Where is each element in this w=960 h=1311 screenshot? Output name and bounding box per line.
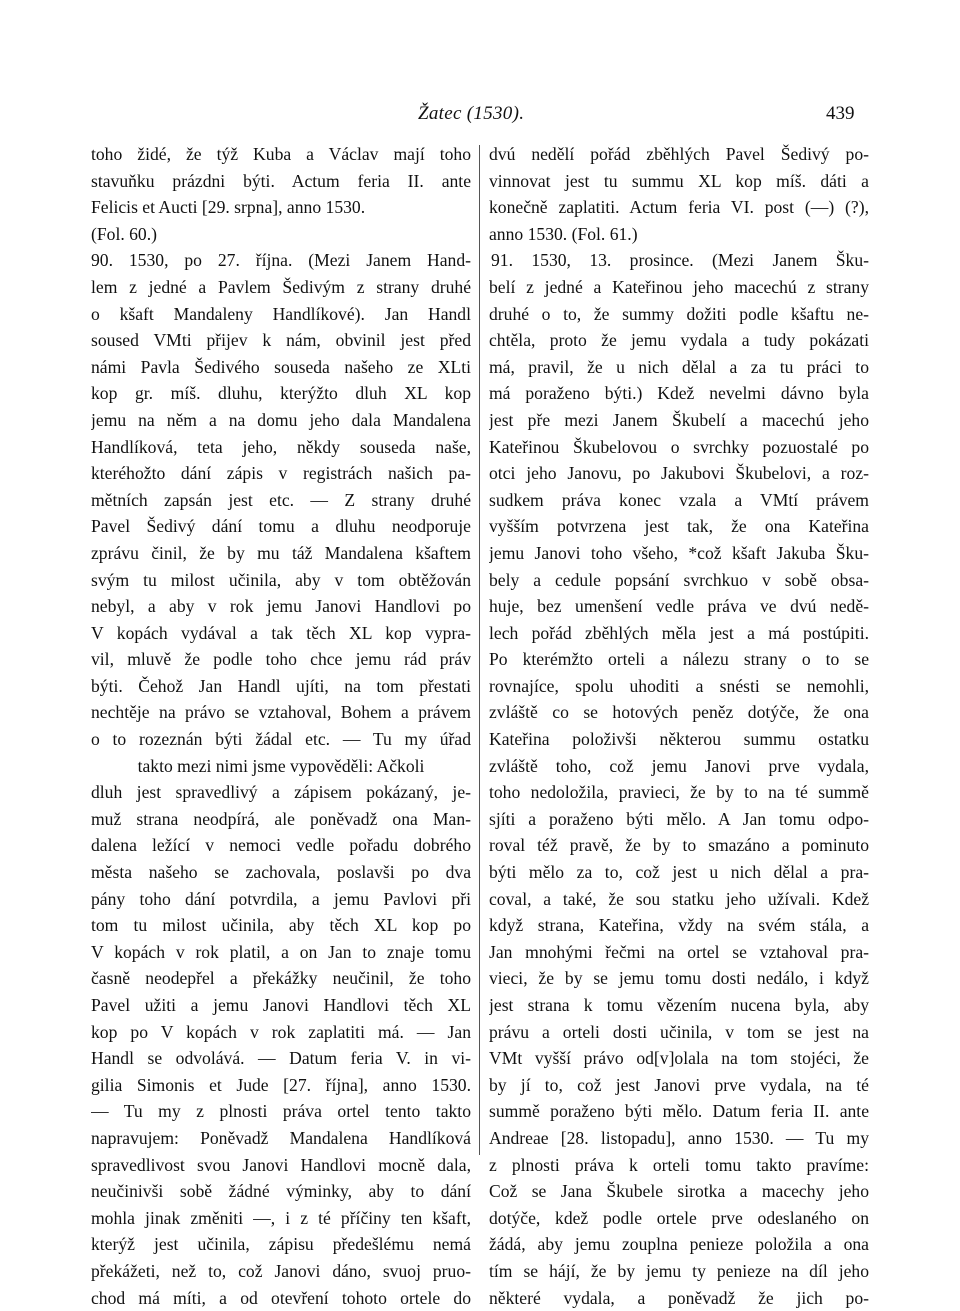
text-line: V kopách vydával a tak těch XL kop vypra- bbox=[91, 622, 471, 643]
text-line: dalena ležící v nemoci vedle pořadu dobrého bbox=[91, 835, 471, 856]
text-line: býti mělo za to, což jest u nich dělal a pra- bbox=[489, 862, 869, 883]
text-line: o to rozeznán býti žádal etc. — Tu my úřad bbox=[91, 729, 471, 750]
text-line: Což se Jana Škubele sirotka a macechy jeho bbox=[489, 1181, 869, 1202]
text-line: zprávu činil, že by mu táž Mandalena kšaftem bbox=[91, 542, 471, 563]
text-line: 90. 1530, po 27. října. (Mezi Janem Hand- bbox=[91, 250, 471, 271]
text-line: rovnajíce, spolu uhoditi a snésti se nemohli, bbox=[489, 675, 869, 696]
text-line: toho nedoložila, pravieci, že by to na té summě bbox=[489, 782, 869, 803]
text-line: jemu na něm a na domu jeho dala Mandalena bbox=[91, 409, 471, 430]
text-line: tím se hájí, že by jemu ty penieze na díl jeho bbox=[489, 1260, 869, 1281]
text-line: summě poraženo býti mělo. Datum feria II. ante bbox=[489, 1101, 869, 1122]
text-line: Kateřinou Škubelovou o svrchky pozuostalé po bbox=[489, 436, 869, 457]
text-line: když strana, Kateřina, vždy na svém stála, a bbox=[489, 915, 869, 936]
text-line: stavuňku prázdni býti. Actum feria II. ante bbox=[91, 170, 471, 191]
text-line: Felicis et Aucti [29. srpna], anno 1530. bbox=[91, 197, 366, 218]
left-column bbox=[91, 141, 471, 1311]
text-line: druhé o to, že summy dožiti podle kšaftu ne- bbox=[489, 303, 869, 324]
column-divider bbox=[479, 145, 480, 1155]
text-line: vyšším potvrzena jest tak, že ona Kateřina bbox=[489, 516, 869, 537]
text-line: Pavel užiti a jemu Janovi Handlovi těch XL bbox=[91, 995, 471, 1015]
text-line: soused VMti přijev k nám, obvinil jest před bbox=[91, 330, 471, 351]
text-line: spravedlivost svou Janovi Handlovi mocně dala, bbox=[91, 1154, 471, 1175]
text-line: nebyl, a aby v rok jemu Janovi Handlovi po bbox=[91, 596, 471, 617]
page-number: 439 bbox=[826, 103, 855, 124]
text-line: (Fol. 60.) bbox=[91, 223, 157, 244]
right-column bbox=[489, 141, 869, 1311]
text-line: gilia Simonis et Jude [27. října], anno 1530. bbox=[91, 1074, 471, 1095]
text-line: námi Pavla Šedivého souseda našeho ze XLti bbox=[91, 356, 471, 377]
text-line: 91. 1530, 13. prosince. (Mezi Janem Šku- bbox=[491, 250, 869, 271]
text-line: napravujem: Poněvadž Mandalena Handlíková bbox=[91, 1127, 471, 1148]
text-line: Handlíková, teta jeho, někdy souseda naše, bbox=[91, 436, 471, 457]
text-line: zvláště toho, což jemu Janovi prve vydala, bbox=[489, 755, 869, 776]
text-line: mohla jinak změniti —, i z té příčiny ten kšaft, bbox=[91, 1207, 471, 1228]
text-line: roval též pravě, že by to smazáno a pominuto bbox=[489, 835, 869, 856]
text-line: nechtěje na právo se vztahoval, Bohem a právem bbox=[91, 702, 471, 723]
text-line: časně neodepřel a překážky neučinil, že toho bbox=[91, 968, 471, 989]
text-line: sudkem práva konec vzala a VMtí právem bbox=[489, 489, 869, 510]
text-line: dluh jest spravedlivý a zápisem pokázaný, je- bbox=[91, 782, 471, 803]
text-line: takto mezi nimi jsme vypověděli: Ačkoli bbox=[137, 755, 425, 776]
text-line: kop gr. míš. dluhu, kterýžto dluh XL kop bbox=[91, 383, 471, 404]
text-line: o kšaft Mandaleny Handlíkové). Jan Handl bbox=[91, 303, 471, 324]
text-line: Jan mnohými řečmi na ortel se vztahoval pra- bbox=[489, 941, 869, 962]
text-line: Kateřina položivši některou summu ostatku bbox=[489, 729, 869, 750]
text-line: má poraženo býti.) Kdež nevelmi dávno byla bbox=[489, 383, 869, 404]
text-line: překážeti, než to, což Janovi dáno, svuoj pruo- bbox=[91, 1260, 471, 1281]
text-line: VMt vyšší právo od[v]olala na tom stojéci, že bbox=[489, 1048, 869, 1069]
text-line: Po kterémžto orteli a nálezu strany o to se bbox=[489, 649, 869, 670]
text-line: chtěla, proto že jemu vydala a tudy pokázati bbox=[489, 330, 869, 351]
text-line: belí z jedné a Kateřinou jeho macechú z strany bbox=[489, 276, 869, 297]
text-line: lem z jedné a Pavlem Šedivým z strany druhé bbox=[91, 276, 471, 297]
text-line: anno 1530. (Fol. 61.) bbox=[489, 223, 638, 244]
page-header bbox=[0, 103, 960, 129]
text-line: — Tu my z plnosti práva ortel tento takto bbox=[91, 1101, 471, 1122]
text-line: neučinivši sobě žádné výminky, aby to dání bbox=[91, 1181, 471, 1202]
text-line: bely a cedule popsání svrchkuo v sobě obsa- bbox=[489, 569, 869, 590]
text-line: pány toho dání potvrdila, a jemu Pavlovi při bbox=[91, 888, 471, 909]
text-line: otci jeho Janovu, po Jakubovi Škubelovi, a roz- bbox=[489, 463, 869, 484]
text-line: huje, bez umenšení vedle práva ve dvú nedě- bbox=[489, 596, 869, 617]
text-line: tom tu milost učinila, aby těch XL kop po bbox=[91, 915, 471, 936]
text-line: má, pravil, že u nich dělal a za tu práci to bbox=[489, 356, 869, 377]
text-line: kteréhožto dání zápis v registrách našich pa- bbox=[91, 463, 471, 484]
text-line: některé vydala, a poněvadž že jich po- bbox=[489, 1287, 869, 1308]
text-line: mětních zapsán jest etc. — Z strany druhé bbox=[91, 489, 471, 510]
text-line: z plnosti práva k orteli tomu takto pravíme: bbox=[489, 1154, 869, 1175]
text-line: konečně zaplatiti. Actum feria VI. post (—) (?), bbox=[489, 197, 869, 218]
text-line: lech pořád zběhlých měla jest a má postúpiti. bbox=[489, 622, 869, 643]
text-line: kterýž jest učinila, zápisu předešlému nemá bbox=[91, 1234, 471, 1255]
text-line: vil, mluvě že podle toho chce jemu rád práv bbox=[91, 649, 471, 670]
text-line: vinnovat jest tu summu XL kop míš. dáti a bbox=[489, 170, 869, 191]
text-line: žádá, aby jemu zouplna penieze položila a ona bbox=[489, 1234, 869, 1255]
text-line: svým tu milost učinila, aby v tom obtěžován bbox=[91, 569, 471, 590]
text-line: muž strana neodpírá, ale poněvadž ona Man- bbox=[91, 808, 471, 829]
text-line: jemu Janovi toho všeho, *což kšaft Jakuba Šku- bbox=[489, 542, 869, 563]
text-line: chod má míti, a od otevření tohoto ortele do bbox=[91, 1287, 471, 1308]
text-line: dvú nedělí pořád zběhlých Pavel Šedivý po- bbox=[489, 144, 869, 164]
text-line: jest pře mezi Janem Škubelí a macechú jeho bbox=[489, 409, 869, 430]
text-line: města našeho se zachovala, poslavši po dva bbox=[91, 862, 471, 883]
text-line: zvláště co se hotových peněz dotýče, že ona bbox=[489, 702, 869, 723]
running-head: Žatec (1530). bbox=[418, 103, 525, 124]
text-line: vieci, že by se jemu tomu dosti nedálo, i když bbox=[489, 968, 869, 989]
text-line: býti. Čehož Jan Handl ujíti, na tom přestati bbox=[91, 675, 471, 696]
text-line: Pavel Šedivý dání tomu a dluhu neodporuje bbox=[91, 516, 471, 537]
text-line: právu a orteli dosti učinila, v tom se jest na bbox=[489, 1021, 869, 1042]
text-line: by jí to, což jest Janovi prve vydala, na té bbox=[489, 1074, 869, 1095]
text-line: kop po V kopách v rok zaplatiti má. — Jan bbox=[91, 1021, 471, 1042]
text-line: Handl se odvolává. — Datum feria V. in vi- bbox=[91, 1048, 471, 1069]
text-line: Andreae [28. listopadu], anno 1530. — Tu my bbox=[489, 1127, 869, 1148]
text-line: sjíti a poraženo býti mělo. A Jan tomu odpo- bbox=[489, 808, 869, 829]
text-line: jest strana k tomu vězením nucena byla, aby bbox=[489, 995, 869, 1015]
text-line: V kopách v rok platil, a on Jan to znaje tomu bbox=[91, 941, 471, 962]
text-line: dotýče, kdež podle ortele prve odeslaného on bbox=[489, 1207, 869, 1228]
text-line: toho židé, že týž Kuba a Václav mají toho bbox=[91, 144, 471, 164]
text-line: coval, a také, že sou statku jeho užívali. Kdež bbox=[489, 888, 869, 909]
